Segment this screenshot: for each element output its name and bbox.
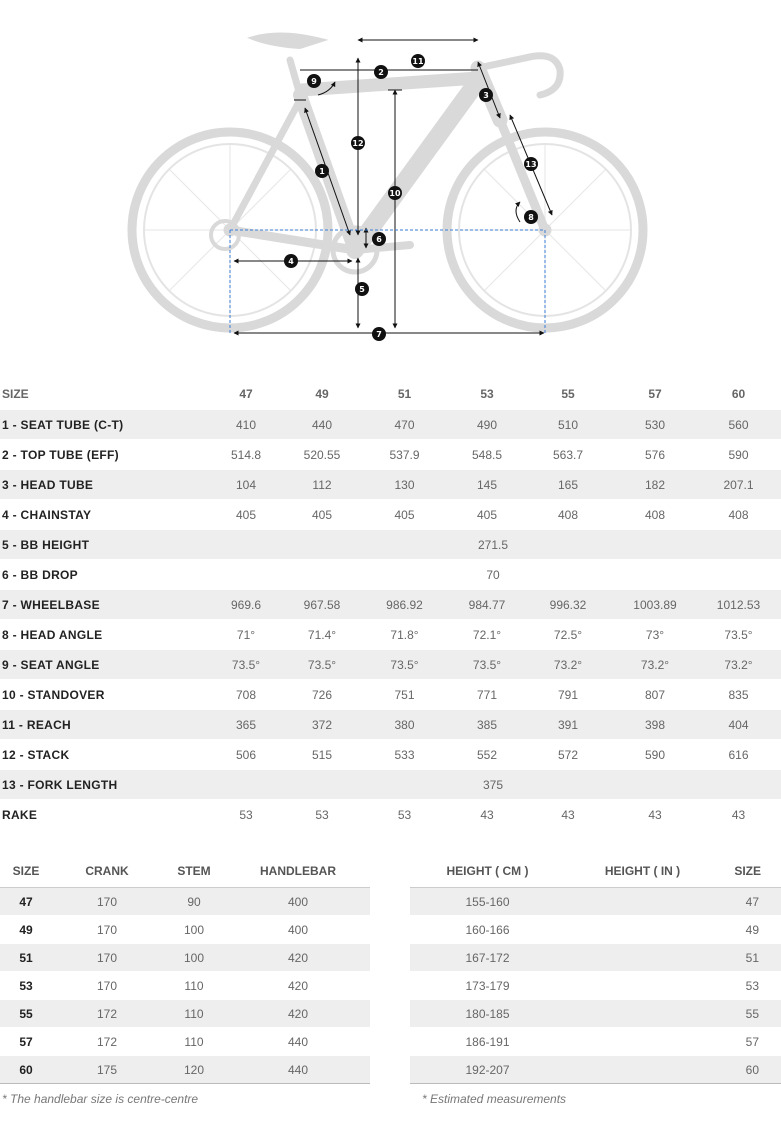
height-row [410,972,781,1000]
height-cell [565,1056,720,1084]
height-cell: 51 [720,944,781,972]
geometry-cell: 440 [311,417,333,432]
height-row [410,944,781,972]
components-cell: 100 [162,944,226,972]
geometry-cell: 73° [645,627,665,642]
marker-5 [355,282,369,296]
geometry-cell: 271.5 [477,537,509,552]
geometry-cell: 72.1° [472,627,502,642]
geometry-cell: 514.8 [230,447,262,462]
geometry-cell: 506 [235,747,257,762]
geometry-cell: 572 [557,747,579,762]
components-cell: 440 [226,1028,370,1056]
geometry-row-label: 2 - TOP TUBE (EFF) [2,447,119,462]
components-cell: 172 [52,1028,162,1056]
height-cell: 47 [720,888,781,916]
geometry-cell: 552 [476,747,498,762]
svg-text:8: 8 [528,213,534,222]
geometry-cell: 73.5° [231,657,261,672]
geometry-cell: 385 [476,717,498,732]
height-header-in: HEIGHT ( IN ) [565,855,720,888]
size-col-47: 47 [239,387,253,401]
geometry-cell: 182 [644,477,666,492]
geometry-cell: 996.32 [549,597,587,612]
geometry-cell: 807 [644,687,666,702]
geometry-cell: 537.9 [389,447,420,462]
height-cell [565,972,720,1000]
components-cell: 110 [162,972,226,1000]
height-row [410,1028,781,1056]
components-row [0,916,370,944]
svg-text:9: 9 [311,77,317,86]
marker-6 [372,232,386,246]
geometry-row-label: 3 - HEAD TUBE [2,477,94,492]
geometry-cell: 53 [239,807,253,822]
geometry-cell: 1003.89 [633,597,677,612]
height-cell: 60 [720,1056,781,1084]
svg-text:1: 1 [319,167,325,176]
geometry-cell: 520.55 [303,447,341,462]
estimated-note: * Estimated measurements [422,1092,567,1106]
geometry-row-label: 1 - SEAT TUBE (C-T) [2,417,124,432]
components-cell: 420 [226,1000,370,1028]
geometry-cell: 372 [311,717,333,732]
geometry-cell: 53 [315,807,329,822]
geometry-cell: 73.5° [472,657,502,672]
geometry-cell: 71° [236,627,256,642]
components-header-handlebar: HANDLEBAR [226,855,370,888]
geometry-header-row [0,378,781,410]
components-cell: 170 [52,972,162,1000]
height-cell: 155-160 [410,888,565,916]
geometry-row [0,590,781,620]
geometry-cell: 165 [557,477,579,492]
geometry-cell: 104 [235,477,257,492]
geometry-cell: 73.2° [640,657,670,672]
geometry-cell: 207.1 [723,477,754,492]
geometry-cell: 533 [394,747,415,762]
marker-1 [315,164,329,178]
geometry-cell: 530 [644,417,666,432]
geometry-row-label: 5 - BB HEIGHT [2,537,90,552]
geometry-cell: 510 [557,417,579,432]
geometry-cell: 835 [728,687,749,702]
svg-text:4: 4 [288,257,294,266]
components-cell: 51 [0,944,52,972]
size-col-55: 55 [561,387,575,401]
geometry-cell: 410 [235,417,257,432]
geometry-cell: 708 [235,687,257,702]
geometry-cell: 771 [476,687,498,702]
geometry-cell: 43 [561,807,575,822]
height-row [410,916,781,944]
marker-2 [374,65,388,79]
height-cell: 186-191 [410,1028,565,1056]
geometry-table [0,378,781,830]
height-cell [565,944,720,972]
size-header: SIZE [2,387,29,401]
svg-text:6: 6 [376,235,382,244]
geometry-cell: 43 [648,807,662,822]
geometry-row [0,770,781,800]
geometry-row-label: 13 - FORK LENGTH [2,777,118,792]
geometry-row [0,500,781,530]
svg-text:5: 5 [359,285,365,294]
size-col-57: 57 [648,387,662,401]
geometry-cell: 984.77 [468,597,506,612]
height-cell: 160-166 [410,916,565,944]
geometry-cell: 791 [557,687,579,702]
height-header-cm: HEIGHT ( CM ) [410,855,565,888]
geometry-row-label: 11 - REACH [2,717,72,732]
geometry-row [0,710,781,740]
bike-geometry-diagram [0,0,781,360]
components-cell: 172 [52,1000,162,1028]
components-cell: 420 [226,972,370,1000]
geometry-cell: 53 [397,807,412,822]
size-col-60: 60 [731,387,746,401]
geometry-cell: 72.5° [553,627,583,642]
geometry-row-label: 6 - BB DROP [2,567,78,582]
components-cell: 400 [226,916,370,944]
height-header-row [410,855,781,888]
geometry-cell: 726 [311,687,333,702]
height-row [410,1000,781,1028]
height-cell: 49 [720,916,781,944]
components-cell: 120 [162,1056,226,1084]
marker-7 [372,327,386,341]
geometry-cell: 576 [644,447,666,462]
geometry-cell: 405 [394,507,415,522]
height-cell: 53 [720,972,781,1000]
height-row [410,1056,781,1084]
geometry-row [0,530,781,560]
marker-12 [351,136,365,150]
geometry-cell: 73.5° [390,657,419,672]
marker-11 [411,54,425,68]
height-header-size: SIZE [720,855,781,888]
geometry-row [0,620,781,650]
height-cell: 55 [720,1000,781,1028]
geometry-cell: 1012.53 [716,597,761,612]
geometry-cell: 616 [728,747,749,762]
height-cell: 57 [720,1028,781,1056]
components-cell: 400 [226,888,370,916]
geometry-cell: 490 [476,417,498,432]
height-cell [565,1000,720,1028]
geometry-cell: 515 [311,747,333,762]
geometry-row-label: 12 - STACK [2,747,70,762]
geometry-cell: 967.58 [303,597,341,612]
geometry-row-label: RAKE [2,807,38,822]
geometry-cell: 590 [644,747,666,762]
geometry-cell: 73.5° [307,657,337,672]
marker-10 [388,186,402,200]
svg-text:11: 11 [412,57,424,66]
height-cell: 192-207 [410,1056,565,1084]
geometry-cell: 408 [728,507,749,522]
bike-silhouette [132,33,643,328]
components-row [0,1028,370,1056]
size-col-49: 49 [315,387,329,401]
geometry-row [0,440,781,470]
geometry-row [0,410,781,440]
components-cell: 55 [0,1000,52,1028]
geometry-cell: 71.4° [307,627,337,642]
height-cell: 167-172 [410,944,565,972]
components-row [0,944,370,972]
components-header-row [0,855,370,888]
geometry-cell: 751 [394,687,415,702]
components-cell: 170 [52,916,162,944]
components-header-size: SIZE [0,855,52,888]
geometry-cell: 405 [235,507,257,522]
geometry-cell: 408 [557,507,579,522]
geometry-cell: 405 [476,507,498,522]
geometry-row-label: 10 - STANDOVER [2,687,105,702]
geometry-cell: 73.5° [724,627,753,642]
geometry-cell: 70 [486,567,500,582]
geometry-cell: 71.8° [390,627,419,642]
geometry-cell: 969.6 [230,597,262,612]
components-cell: 90 [162,888,226,916]
handlebar-note: * The handlebar size is centre-centre [2,1092,199,1106]
geometry-cell: 365 [235,717,257,732]
components-row [0,1056,370,1084]
geometry-cell: 470 [394,417,415,432]
size-col-51: 51 [397,387,412,401]
components-cell: 170 [52,944,162,972]
components-cell: 49 [0,916,52,944]
height-cell [565,916,720,944]
geometry-row [0,650,781,680]
components-cell: 175 [52,1056,162,1084]
marker-4 [284,254,298,268]
svg-text:7: 7 [376,330,382,339]
size-col-53: 53 [480,387,494,401]
geometry-row [0,470,781,500]
geometry-row-label: 9 - SEAT ANGLE [2,657,100,672]
height-cell: 173-179 [410,972,565,1000]
geometry-cell: 398 [644,717,666,732]
marker-9 [307,74,321,88]
geometry-cell: 563.7 [552,447,584,462]
svg-text:2: 2 [378,68,384,77]
geometry-cell: 73.2° [553,657,583,672]
geometry-cell: 130 [394,477,415,492]
components-cell: 100 [162,916,226,944]
geometry-row [0,740,781,770]
components-header-crank: CRANK [52,855,162,888]
geometry-cell: 590 [728,447,749,462]
components-cell: 170 [52,888,162,916]
rider-height-table [410,855,781,1084]
components-cell: 440 [226,1056,370,1084]
svg-text:13: 13 [525,160,537,169]
marker-13 [524,157,538,171]
components-row [0,1000,370,1028]
geometry-cell: 405 [311,507,333,522]
components-cell: 110 [162,1028,226,1056]
marker-3 [479,88,493,102]
geometry-cell: 380 [394,717,415,732]
components-cell: 60 [0,1056,52,1084]
geometry-cell: 404 [728,717,749,732]
components-cell: 53 [0,972,52,1000]
svg-text:12: 12 [352,139,364,148]
geometry-row [0,800,781,830]
geometry-row-label: 4 - CHAINSTAY [2,507,92,522]
height-cell [565,1028,720,1056]
geometry-cell: 43 [480,807,494,822]
components-cell: 57 [0,1028,52,1056]
height-cell [565,888,720,916]
geometry-cell: 391 [557,717,579,732]
components-header-stem: STEM [162,855,226,888]
marker-8 [524,210,538,224]
geometry-row-label: 8 - HEAD ANGLE [2,627,103,642]
geometry-cell: 73.2° [724,657,753,672]
geometry-cell: 112 [312,477,332,492]
geometry-row [0,680,781,710]
height-row [410,888,781,916]
components-cell: 110 [162,1000,226,1028]
svg-text:10: 10 [389,189,401,198]
geometry-cell: 986.92 [386,597,423,612]
components-row [0,972,370,1000]
height-cell: 180-185 [410,1000,565,1028]
geometry-cell: 560 [728,417,749,432]
geometry-row-label: 7 - WHEELBASE [2,597,100,612]
geometry-cell: 548.5 [471,447,503,462]
components-cell: 47 [0,888,52,916]
geometry-cell: 43 [731,807,746,822]
components-cell: 420 [226,944,370,972]
geometry-cell: 375 [482,777,504,792]
geometry-cell: 408 [644,507,666,522]
geometry-cell: 145 [476,477,498,492]
components-table [0,855,370,1084]
components-row [0,888,370,916]
geometry-row [0,560,781,590]
svg-text:3: 3 [483,91,489,100]
